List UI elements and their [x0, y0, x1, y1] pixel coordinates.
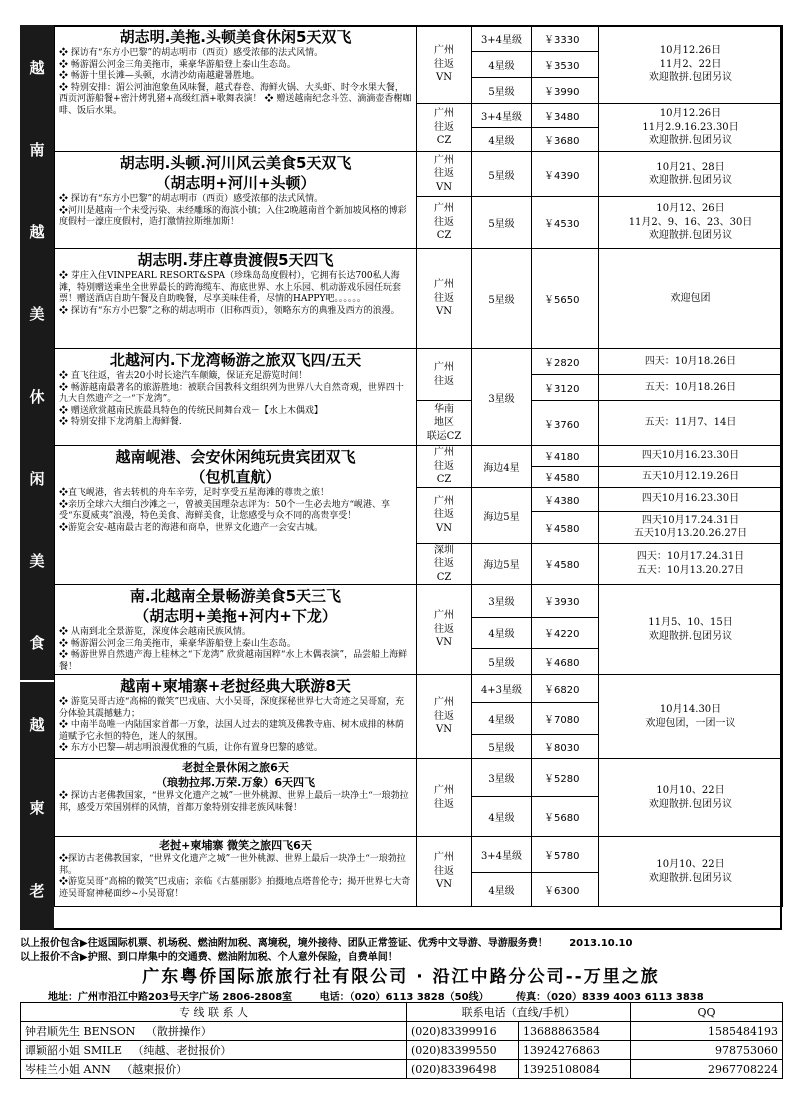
contacts-header-tel: 联系电话（直线/手机） [407, 1003, 631, 1022]
product-0 [55, 26, 417, 152]
star-cell: 4+3星级 [472, 675, 532, 703]
date-cell: 11月5、10、15日 欢迎散拼.包团另议 [599, 585, 783, 675]
price-cell: ￥4180 [532, 446, 599, 467]
date-cell: 10月21、28日 欢迎散拼.包团另议 [599, 152, 783, 197]
sidebar-char: 休 [29, 387, 45, 406]
contact-row [21, 1060, 783, 1079]
contact-name [21, 1022, 407, 1041]
price-cell: ￥3990 [532, 78, 599, 104]
date-cell: 欢迎包团 [599, 249, 783, 349]
departure-cell: 广州 往返 VN [417, 585, 472, 675]
desc-line: ❖探访古老佛教国家，“世界文化遗产之城”一世外桃源、世界上最后一块净土“一琅勃拉邦。 [59, 854, 406, 876]
sidebar-char: 越 [29, 223, 45, 242]
date-cell: 10月10、22日 欢迎散拼.包团另议 [599, 759, 783, 837]
star-cell: 5星级 [472, 152, 532, 197]
contact-name [21, 1060, 407, 1079]
departure-cell: 广州 往返 CZ [417, 446, 472, 488]
desc-line: ❖游览吴哥“高棉的微笑”巴戎庙；亲临《古墓丽影》拍摄地点塔普伦寺；揭开世界七大奇迹吴哥窟神秘面纱~小吴哥窟！ [59, 877, 411, 899]
departure-cell: 广州 往返 VN [417, 249, 472, 349]
date-cell: 四天10月16.23.30日 [599, 487, 783, 511]
departure-cell: 深圳 往返 CZ [417, 543, 472, 585]
sidebar-char: 美 [29, 305, 45, 324]
star-cell: 4星级 [472, 128, 532, 152]
contact-tel: (020)83396498 [407, 1060, 519, 1079]
desc-line: ❖ 畅游十里长滩—头顿，水清沙幼南越避暑胜地。 [59, 71, 260, 82]
sidebar-char: 柬 [29, 799, 45, 817]
price-cell: ￥4390 [532, 152, 599, 197]
contact-row [21, 1041, 783, 1060]
product-title: 老挝+柬埔寨 微笑之旅四飞6天 [159, 839, 312, 853]
date-cell: 四天10月17.24.31日 五天10月13.20.26.27日 [599, 511, 783, 543]
product-desc [59, 791, 412, 814]
desc-line: ❖ 从南到北全景游览，深度体会越南民族风情。 [59, 627, 251, 637]
date-cell: 10月14.30日 欢迎包团，一团一议 [599, 675, 783, 759]
departure-cell: 广州 往返 [417, 349, 472, 401]
product-4 [55, 446, 417, 585]
star-cell: 4星级 [472, 873, 532, 907]
star-cell: 5星级 [472, 249, 532, 349]
star-cell: 海边5星 [472, 543, 532, 585]
desc-line: ❖ 畅游越南最著名的旅游胜地：被联合国教科文组织列为世界八大自然奇观，世界四十九大自然遗产之一“下龙湾”。 [59, 382, 404, 405]
sidebar-char: 越 [29, 59, 45, 78]
product-title: 胡志明.芽庄尊贵渡假5天四飞 [137, 251, 334, 269]
price-cell: ￥7080 [532, 703, 599, 735]
product-desc [59, 697, 412, 755]
star-cell: 3星级 [472, 349, 532, 446]
desc-line: ❖ 畅游世界自然遗产海上桂林之“下龙湾” 欣赏越南国粹“水上木偶表演”，品尝船上海鲜餐！ [59, 650, 408, 672]
desc-line: ❖ 特别安排下龙湾船上海鲜餐. [59, 417, 182, 428]
price-cell: ￥3480 [532, 104, 599, 128]
date-cell: 10月12.26日 11月2.9.16.23.30日 欢迎散拼.包团另议 [599, 104, 783, 152]
product-title: 北越河内.下龙湾畅游之旅双飞四/五天 [109, 351, 362, 369]
price-includes-text: 以上报价包含▶往返国际机票、机场税、燃油附加税、离境税，境外接待、团队正常签证、优秀中文导游、导游服务费！ [20, 938, 548, 949]
price-cell: ￥3330 [532, 26, 599, 52]
departure-cell: 华南 地区 联运CZ [417, 401, 472, 446]
product-desc [59, 48, 412, 117]
address: 地址：广州市沿江中路203号天字广场 2806-2808室 [48, 992, 293, 1003]
star-cell: 4星级 [472, 52, 532, 78]
date-cell: 五天：11月7、14日 [599, 401, 783, 446]
product-subtitle: （包机直航） [190, 468, 281, 486]
price-cell: ￥4580 [532, 466, 599, 487]
price-cell: ￥5780 [532, 837, 599, 873]
product-6 [55, 675, 417, 759]
price-cell: ￥4380 [532, 487, 599, 511]
product-8 [55, 837, 417, 907]
departure-cell: 广州 往返 [417, 759, 472, 837]
desc-line: ❖ 畅游湄公河金三角美拖市，乘豪华游船登上泰山生态岛。 [59, 59, 296, 70]
product-desc [59, 371, 412, 429]
contacts-header-qq: QQ [631, 1003, 783, 1022]
contact-tel: (020)83399916 [407, 1022, 519, 1041]
product-3 [55, 349, 417, 446]
contact-note: （散拼操作） [145, 1025, 212, 1038]
date-cell: 10月10、22日 欢迎散拼.包团另议 [599, 837, 783, 907]
product-subtitle: （胡志明+美拖+河内+下龙） [134, 607, 337, 625]
product-desc [59, 627, 412, 673]
contact-person: 谭颖韶小姐 SMILE [25, 1044, 122, 1057]
price-cell: ￥3760 [532, 401, 599, 446]
star-cell: 海边4星 [472, 446, 532, 488]
product-title: 老挝全景休闲之旅6天 [182, 761, 289, 775]
desc-line: ❖ 探访有“东方小巴黎”之称的胡志明市（旧称西贡），领略东方的典雅及西方的浪漫。 [59, 305, 400, 316]
contact-note: （纯越、老挝报价） [132, 1044, 232, 1057]
contact-qq: 978753060 [631, 1041, 783, 1060]
desc-line: ❖ 畅游湄公河金三角美拖市，乘豪华游船登上泰山生态岛。 [59, 638, 296, 649]
price-includes [20, 934, 632, 949]
date-cell: 五天：10月18.26日 [599, 375, 783, 401]
product-7 [55, 759, 417, 837]
product-desc [59, 854, 412, 900]
date-cell: 10月12.26日 11月2、22日 欢迎散拼.包团另议 [599, 26, 783, 104]
price-cell: ￥5280 [532, 759, 599, 797]
price-cell: ￥4680 [532, 648, 599, 674]
contact-row [21, 1022, 783, 1041]
star-cell: 5星级 [472, 197, 532, 249]
product-desc [59, 194, 412, 229]
sidebar-char: 南 [29, 141, 45, 160]
contact-qq: 2967708224 [631, 1060, 783, 1079]
tour-price-table [54, 25, 783, 907]
star-cell: 5星级 [472, 78, 532, 104]
contact-line [48, 988, 728, 1003]
product-5 [55, 585, 417, 675]
departure-cell: 广州 往返 CZ [417, 104, 472, 152]
sidebar-char: 闲 [29, 469, 45, 488]
contact-note: （越柬报价） [121, 1063, 188, 1076]
publish-date: 2013.10.10 [569, 938, 633, 949]
desc-line: ❖ 东方小巴黎—胡志明浪漫优雅的气质，让你有置身巴黎的感觉。 [59, 743, 323, 754]
star-cell: 3星级 [472, 759, 532, 797]
price-cell: ￥3680 [532, 128, 599, 152]
product-2 [55, 249, 417, 349]
star-cell: 海边5星 [472, 487, 532, 543]
price-cell: ￥3120 [532, 375, 599, 401]
departure-cell: 广州 往返 VN [417, 837, 472, 907]
contact-mobile: 13924276863 [519, 1041, 631, 1060]
price-cell: ￥4580 [532, 543, 599, 585]
star-cell: 5星级 [472, 735, 532, 759]
contact-mobile: 13688863584 [519, 1022, 631, 1041]
desc-line: ❖ 游览吴哥古迹“高棉的微笑”巴戎庙、大小吴哥，深度探秘世界七大奇迹之吴哥窟，充分体验其震撼魅力； [59, 697, 405, 719]
desc-line: ❖ 赠送欣赏越南民族最具特色的传统民间舞台戏－【水上木偶戏】 [59, 405, 323, 416]
date-cell: 10月12、26日 11月2、9、16、23、30日 欢迎散拼.包团另议 [599, 197, 783, 249]
star-cell: 4星级 [472, 797, 532, 837]
desc-line: ❖ 探访古老佛教国家，“世界文化遗产之城”一世外桃源、世界上最后一块净土“一琅勃拉邦，感受万荣国别样的风情，首都万象特别安排老族风味餐！ [59, 791, 409, 813]
region-sidebar [20, 25, 54, 930]
star-cell: 3+4星级 [472, 104, 532, 128]
departure-cell: 广州 往返 VN [417, 152, 472, 197]
sidebar-char: 越 [29, 716, 45, 735]
desc-line: ❖ 探访有“东方小巴黎”的胡志明市（西贡）感受浓郁的法式风情。 [59, 48, 324, 58]
price-cell: ￥6300 [532, 873, 599, 907]
contacts-table [20, 1002, 783, 1079]
product-title: 越南+柬埔寨+老挝经典大联游8天 [120, 677, 351, 696]
price-cell: ￥3530 [532, 52, 599, 78]
price-cell: ￥3930 [532, 585, 599, 618]
price-cell: ￥5650 [532, 249, 599, 349]
contact-tel: (020)83399550 [407, 1041, 519, 1060]
region-vietnam [20, 25, 54, 682]
desc-line: ❖ 芽庄入住VINPEARL RESORT&SPA（珍珠岛岛度假村），它拥有长达700私人海滩，特别赠送乘坐全世界最长的跨海缆车、海底世界、水上乐园、机动游戏乐园任玩套票！赠送酒店自助午餐及自助晚餐，尽享美味佳肴，尽情的HAPPY吧。。。。。。 [59, 271, 402, 305]
phone: 电话：（020）6113 3828（50线） [319, 992, 489, 1003]
departure-cell: 广州 往返 CZ [417, 197, 472, 249]
product-desc [59, 271, 412, 317]
departure-cell: 广州 往返 VN [417, 26, 472, 104]
price-cell: ￥6820 [532, 675, 599, 703]
product-desc [59, 488, 412, 534]
contact-mobile: 13925108084 [519, 1060, 631, 1079]
date-cell: 四天10月16.23.30日 [599, 446, 783, 467]
sidebar-char: 食 [29, 633, 45, 652]
date-cell: 四天：10月18.26日 [599, 349, 783, 375]
star-cell: 4星级 [472, 617, 532, 648]
contacts-header-name: 专 线 联 系 人 [21, 1003, 407, 1022]
star-cell: 3+4星级 [472, 26, 532, 52]
price-cell: ￥5680 [532, 797, 599, 837]
company-name: 广东粤侨国际旅旅行社有限公司 · 沿江中路分公司--万里之旅 [142, 967, 660, 987]
desc-line: ❖ 特别安排：湄公河油泡象鱼风味餐，越式春卷、海鲜火锅、大头虾、时令水果大餐，西贡河游船餐+密汁烤乳猪+高级红酒+歌舞表演！ ❖ 赠送越南纪念斗笠、滴滴壶香榭咖啡、饭后水果。 [59, 82, 412, 116]
product-subtitle: （胡志明+河川+头顿） [155, 174, 316, 192]
star-cell: 4星级 [472, 703, 532, 735]
price-cell: ￥4580 [532, 511, 599, 543]
departure-cell: 广州 往返 VN [417, 675, 472, 759]
price-cell: ￥2820 [532, 349, 599, 375]
contact-person: 岑桂兰小姐 ANN [25, 1063, 111, 1076]
star-cell: 5星级 [472, 648, 532, 674]
product-title: 胡志明.美拖.头顿美食休闲5天双飞 [119, 28, 352, 46]
price-cell: ￥4220 [532, 617, 599, 648]
fax: 传真：（020）8339 4003 6113 3838 [516, 992, 704, 1003]
product-title: 越南岘港、会安休闲纯玩贵宾团双飞 [115, 448, 356, 466]
desc-line: ❖直飞岘港，省去转机的舟车辛劳，足时享受五星海滩的尊贵之旅！ [59, 488, 330, 498]
star-cell: 3+4星级 [472, 837, 532, 873]
desc-line: ❖ 中南半岛唯一内陆国家首都一万象，法国人过去的建筑及佛教寺庙、树木成排的林荫道赋予它永恒的特色，迷人的氛围。 [59, 720, 404, 742]
desc-line: ❖河川是越南一个未受污染、未经雕琢的海滨小镇；入住2晚越南首个新加坡风格的博彩度假村一濠庄度假村，造打激情拉斯维加斯！ [59, 205, 407, 228]
departure-cell: 广州 往返 VN [417, 487, 472, 543]
product-subtitle: （琅勃拉邦.万荣.万象）6天四飞 [155, 776, 315, 790]
product-title: 南.北越南全景畅游美食5天三飞 [129, 587, 342, 605]
desc-line: ❖ 探访有“东方小巴黎”的胡志明市（西贡）感受浓郁的法式风情。 [59, 194, 324, 204]
product-title: 胡志明.头顿.河川风云美食5天双飞 [119, 154, 352, 172]
date-cell: 四天：10月17.24.31日 五天：10月13.20.27日 [599, 543, 783, 585]
contact-qq: 1585484193 [631, 1022, 783, 1041]
desc-line: ❖亲历全球六大细白沙滩之一，曾被美国理杂志评为：50个一生必去地方“岘港、享受“东夏威夷”浪漫，特色美食、海鲜美食，让您感受与众不同的高贵享受！ [59, 499, 391, 522]
price-cell: ￥4530 [532, 197, 599, 249]
desc-line: ❖游览会安-越南最古老的海港和商阜，世界文化遗产一会安古城。 [59, 522, 324, 533]
sidebar-char: 美 [29, 551, 45, 570]
sidebar-char: 老 [29, 881, 45, 900]
product-1 [55, 152, 417, 249]
contact-person: 钟君顺先生 BENSON [25, 1025, 136, 1038]
desc-line: ❖ 直飞往返，省去20小时长途汽车颠簸，保证充足游览时间！ [59, 371, 308, 381]
date-cell: 五天10月12.19.26日 [599, 466, 783, 487]
price-excludes: 以上报价不含▶护照、到口岸集中的交通费、燃油附加税、个人意外保险，自费单间！ [20, 952, 398, 963]
contact-name [21, 1041, 407, 1060]
price-cell: ￥8030 [532, 735, 599, 759]
star-cell: 3星级 [472, 585, 532, 618]
